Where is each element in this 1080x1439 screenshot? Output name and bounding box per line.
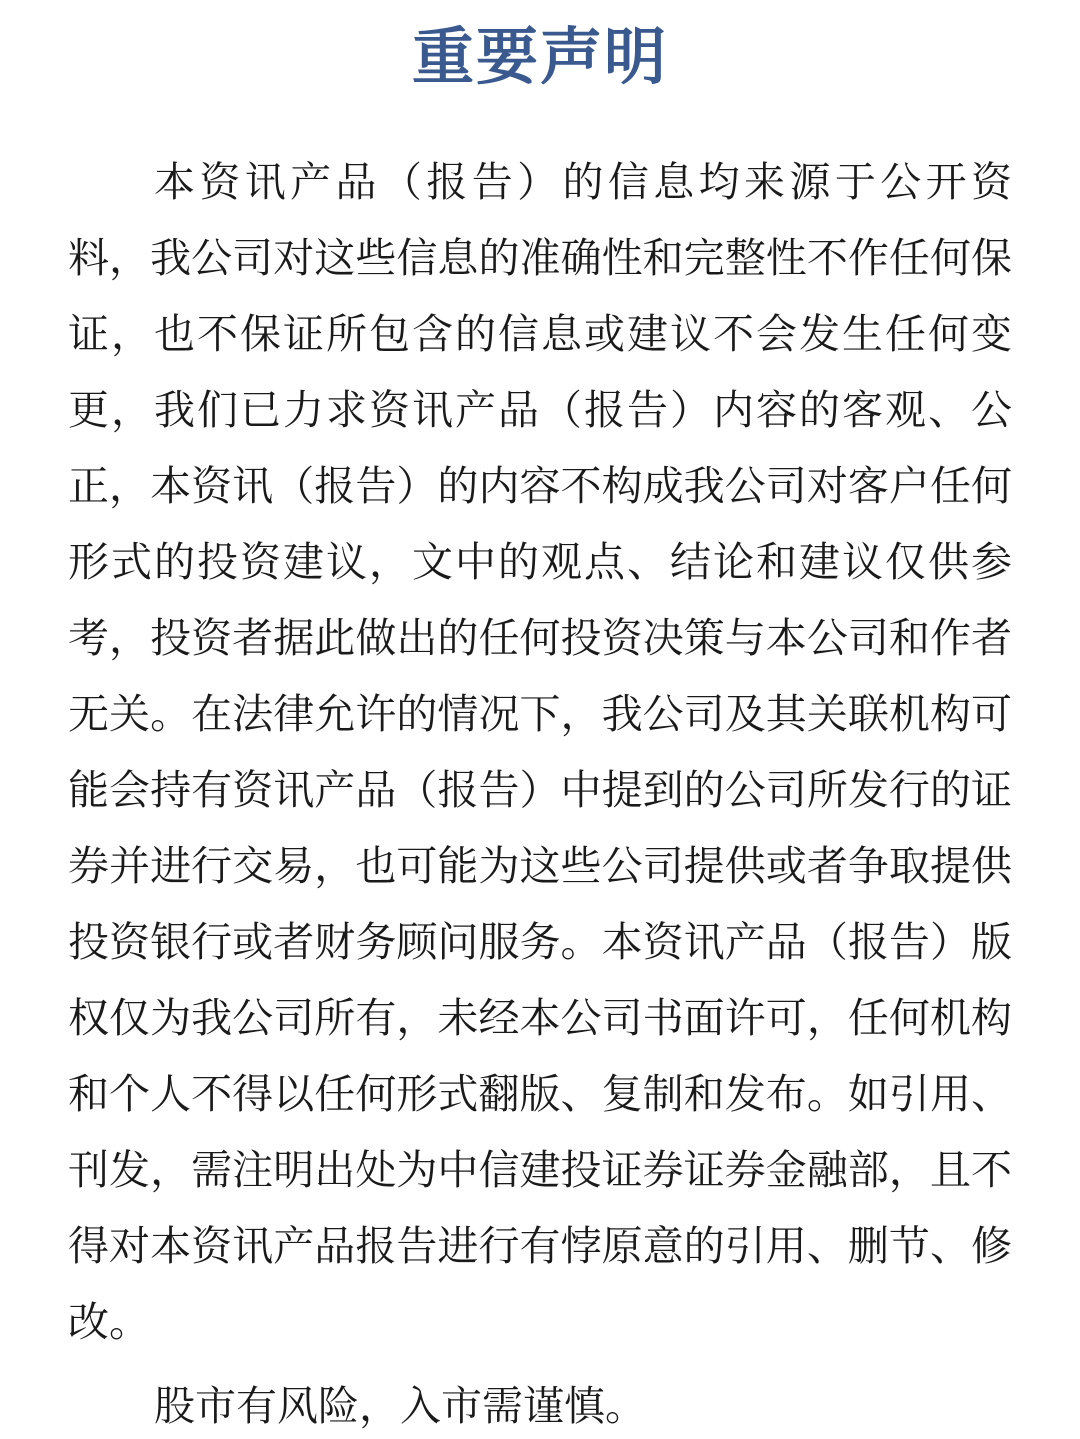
disclaimer-body: 本资讯产品（报告）的信息均来源于公开资料，我公司对这些信息的准确性和完整性不作任何保证，也不保证所包含的信息或建议不会发生任何变更，我们已力求资讯产品（报告）内容的客观、公正，本资讯（报告）的内容不构成我公司对客户任何形式的投资建议，文中的观点、结论和建议仅供参考，投资者据此做出的任何投资决策与本公司和作者无关。在法律允许的情况下，我公司及其关联机构可能会持有资讯产品（报告）中提到的公司所发行的证券并进行交易，也可能为这些公司提供或者争取提供投资银行或者财务顾问服务。本资讯产品（报告）版权仅为我公司所有，未经本公司书面许可，任何机构和个人不得以任何形式翻版、复制和发布。如引用、刊发，需注明出处为中信建投证券证券金融部，且不得对本资讯产品报告进行有悖原意的引用、删节、修改。 <box>68 158 1012 1346</box>
risk-warning: 股市有风险，入市需谨慎。 <box>154 1382 646 1430</box>
page-title: 重要声明 <box>411 20 668 93</box>
